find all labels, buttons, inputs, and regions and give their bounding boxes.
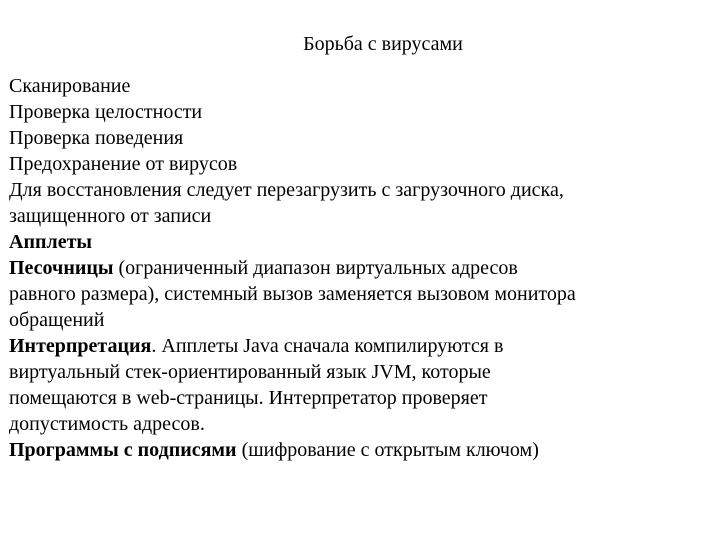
item-sandbox-line-2: равного размера), системный вызов заменяется вызовом монитора: [9, 283, 576, 305]
item-interpretation-line-4: допустимость адресов.: [9, 413, 205, 435]
item-sandbox-line-1: [9, 255, 709, 281]
item-prevention: Предохранение от вирусов: [9, 153, 238, 175]
item-interpretation-line-3: помещаются в web-страницы. Интерпретатор проверяет: [9, 387, 488, 409]
slide-body: [9, 73, 709, 463]
item-recovery-line-2: защищенного от записи: [9, 205, 212, 227]
item-scanning: Сканирование: [9, 75, 131, 97]
item-recovery-line-1: Для восстановления следует перезагрузить с загрузочного диска,: [9, 179, 564, 201]
signed-programs-desc: (шифрование с открытым ключом): [236, 439, 539, 461]
item-integrity-check: Проверка целостности: [9, 101, 203, 123]
interpretation-term: Интерпретация: [9, 335, 152, 357]
item-applets-heading: Апплеты: [9, 231, 93, 253]
sandbox-desc: (ограниченный диапазон виртуальных адресов: [113, 257, 518, 279]
item-signed-programs: [9, 437, 709, 463]
item-interpretation-line-2: виртуальный стек-ориентированный язык JVM, которые: [9, 361, 491, 383]
signed-programs-term: Программы с подписями: [9, 439, 237, 461]
item-behavior-check: Проверка поведения: [9, 127, 184, 149]
item-sandbox-line-3: обращений: [9, 309, 105, 331]
slide-title: Борьба с вирусами: [303, 33, 463, 55]
sandbox-term: Песочницы: [9, 257, 114, 279]
item-interpretation-line-1: [9, 333, 709, 359]
interpretation-desc: . Апплеты Java сначала компилируются в: [151, 335, 504, 357]
